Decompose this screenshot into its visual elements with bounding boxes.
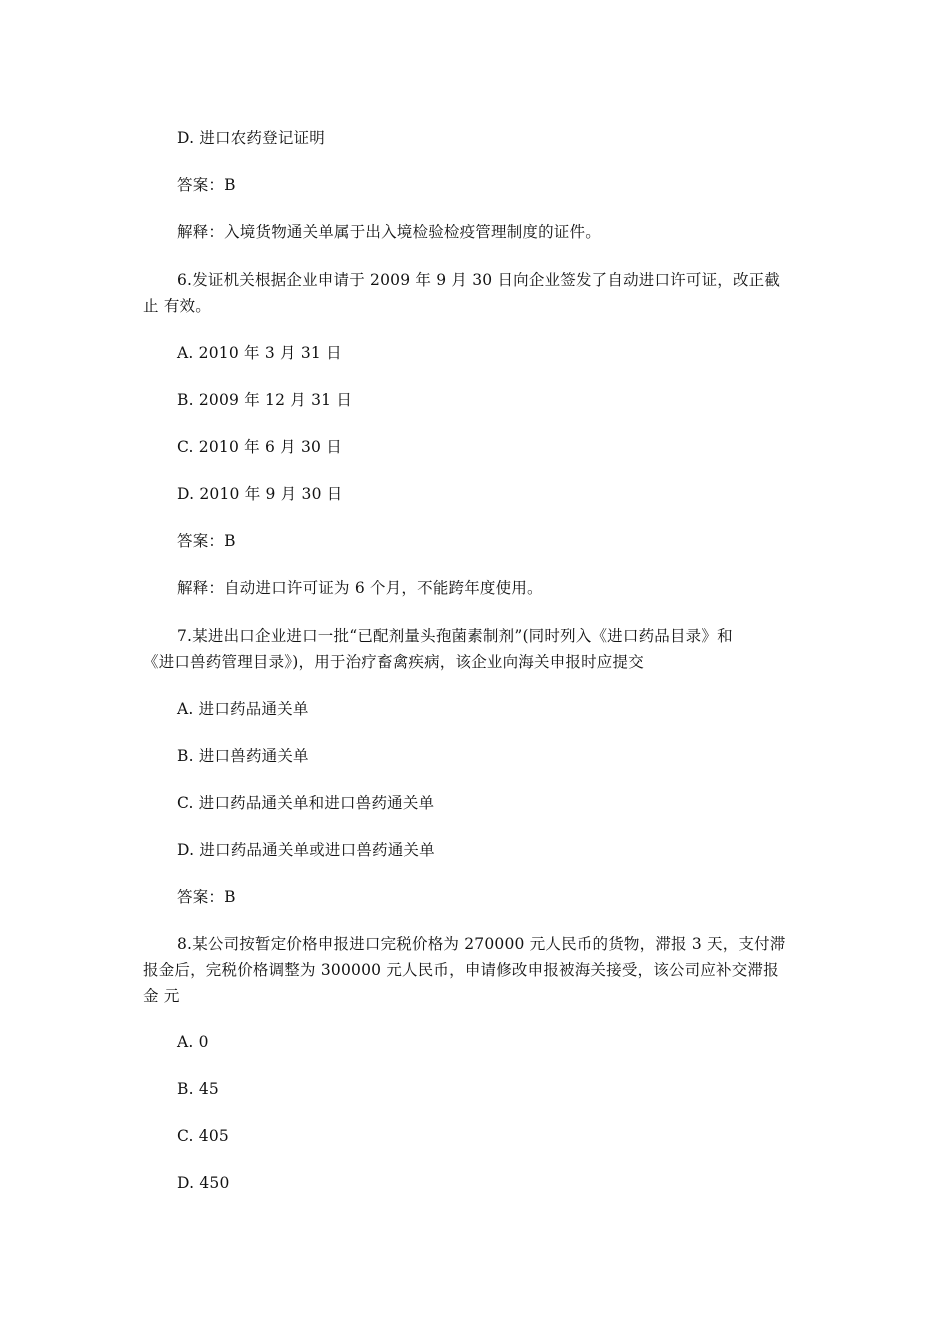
- option-d-q5: D. 进口农药登记证明: [177, 129, 325, 147]
- option-b-q7: B. 进口兽药通关单: [177, 747, 309, 765]
- option-d-q7: D. 进口药品通关单或进口兽药通关单: [177, 841, 435, 859]
- explanation-q6: 解释：自动进口许可证为 6 个月，不能跨年度使用。: [177, 579, 543, 597]
- option-a-q8: A. 0: [177, 1033, 209, 1051]
- question-7-line-2: 《进口兽药管理目录》)，用于治疗畜禽疾病，该企业向海关申报时应提交: [143, 653, 644, 671]
- option-d-q6: D. 2010 年 9 月 30 日: [177, 485, 343, 503]
- option-b-q6: B. 2009 年 12 月 31 日: [177, 391, 353, 409]
- answer-q7: 答案：B: [177, 888, 236, 906]
- question-6-line-1: 6.发证机关根据企业申请于 2009 年 9 月 30 日向企业签发了自动进口许可证，改正截: [177, 271, 781, 289]
- question-8-line-2: 报金后，完税价格调整为 300000 元人民币，申请修改申报被海关接受，该公司应补交滞报: [143, 961, 779, 979]
- option-c-q7: C. 进口药品通关单和进口兽药通关单: [177, 794, 435, 812]
- question-8-line-3: 金 元: [143, 987, 180, 1005]
- option-a-q7: A. 进口药品通关单: [177, 700, 309, 718]
- option-b-q8: B. 45: [177, 1080, 219, 1098]
- option-c-q8: C. 405: [177, 1127, 229, 1145]
- question-7-line-1: 7.某进出口企业进口一批“已配剂量头孢菌素制剂”(同时列入《进口药品目录》和: [177, 627, 733, 645]
- option-c-q6: C. 2010 年 6 月 30 日: [177, 438, 342, 456]
- answer-q5: 答案：B: [177, 176, 236, 194]
- answer-q6: 答案：B: [177, 532, 236, 550]
- option-a-q6: A. 2010 年 3 月 31 日: [177, 344, 342, 362]
- explanation-q5: 解释：入境货物通关单属于出入境检验检疫管理制度的证件。: [177, 223, 601, 241]
- option-d-q8: D. 450: [177, 1174, 230, 1192]
- question-8-line-1: 8.某公司按暂定价格申报进口完税价格为 270000 元人民币的货物，滞报 3 天，支付滞: [177, 935, 786, 953]
- question-6-line-2: 止 有效。: [143, 297, 211, 315]
